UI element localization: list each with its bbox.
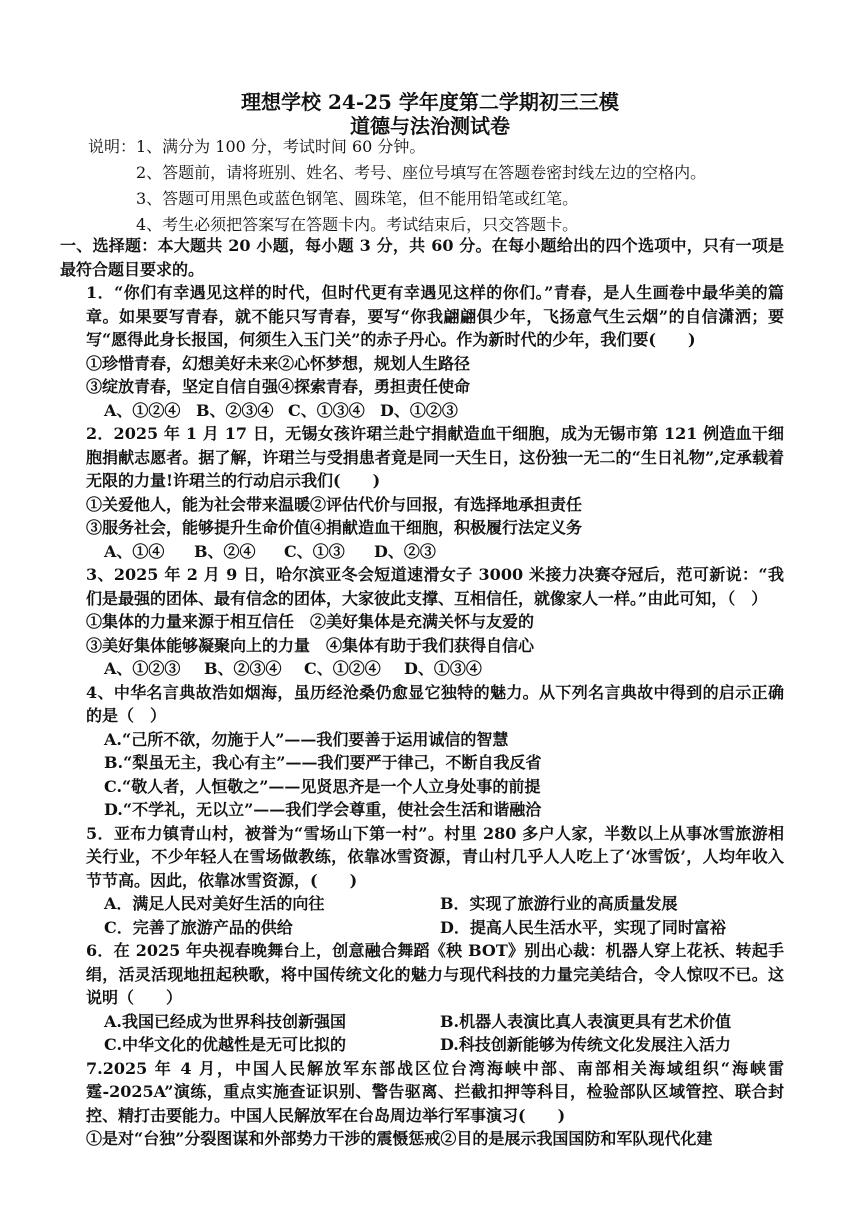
question-stem: 5．亚布力镇青山村，被誉为“雪场山下第一村”。村里 280 多户人家，半数以上从事冰雪旅游相关行业，不少年轻人在雪场做教练，依靠冰雪资源，青山村几乎人人吃上了‘冰雪饭’，人均年收入节节高。因此，依靠冰雪资源，( ) <box>86 823 784 890</box>
option-b[interactable]: B、②④ <box>194 541 256 561</box>
option-c[interactable]: C、①③ <box>284 541 345 561</box>
question-stem: 1．“你们有幸遇见这样的时代，但时代更有幸遇见这样的你们。”青春，是人生画卷中最华美的篇章。如果要写青春，就不能只写青春，要写“你我翩翩俱少年，飞扬意气生云烟”的自信潇洒；要写“愿得此身长报国，何须生入玉门关”的赤子丹心。作为新时代的少年，我们要( ) <box>86 283 784 349</box>
question-stem: 2．2025 年 1 月 17 日，无锡女孩许珺兰赴宁捐献造血干细胞，成为无锡市第 121 例造血干细胞捐献志愿者。据了解，许珺兰与受捐患者竟是同一天生日，这份独一无二的“生日礼物”,定承载着无限的力量!许珺兰的行动启示我们( ) <box>86 424 784 490</box>
question-stem: 6．在 2025 年央视春晚舞台上，创意融合舞蹈《秧 BOT》别出心裁：机器人穿上花袄、转起手绢，活灵活现地扭起秧歌，将中国传统文化的魅力与现代科技的力量完美结合，令人惊叹不已。这说明（ ） <box>86 941 784 1007</box>
option-d[interactable]: D.“不学礼，无以立”——我们学会尊重，使社会生活和谐融洽 <box>104 800 542 819</box>
option-d[interactable]: D、①②③ <box>380 400 458 420</box>
instruction-1: 说明：1、满分为 100 分，考试时间 60 分钟。 <box>88 137 426 156</box>
question-stem: 7.2025 年 4 月，中国人民解放军东部战区位台湾海峡中部、南部相关海域组织“海峡雷霆-2025A”演练，重点实施查证识别、警告驱离、拦截扣押等科目，检验部队区域管控、联合封控、精打击要能力。中国人民解放军在台岛周边举行军事演习( ) <box>86 1058 784 1125</box>
option-grid <box>66 892 784 939</box>
instruction-4: 4、考生必须把答案写在答题卡内。考试结束后，只交答题卡。 <box>136 215 579 234</box>
option-c[interactable]: C、①③④ <box>288 400 365 420</box>
option-row <box>66 399 784 423</box>
statement: ①关爱他人，能为社会带来温暖②评估代价与回报，有选择地承担责任 <box>86 494 583 514</box>
question-stem: 4、中华名言典故浩如烟海，虽历经沧桑仍愈显它独特的魅力。从下列名言典故中得到的启示正确的是（ ） <box>86 682 784 725</box>
option-c[interactable]: C．完善了旅游产品的供给 <box>104 917 293 937</box>
option-d[interactable]: D、①③④ <box>404 659 482 678</box>
statement: ①是对“台独”分裂图谋和外部势力干涉的震慑惩戒②目的是展示我国国防和军队现代化建 <box>86 1129 713 1148</box>
statement: ③绽放青春，坚定自信自强④探索青春，勇担责任使命 <box>86 377 471 396</box>
option-row <box>66 540 784 564</box>
option-grid <box>66 1010 784 1057</box>
statement: ①集体的力量来源于相互信任 ②美好集体是充满关怀与友爱的 <box>86 612 535 631</box>
option-row <box>66 657 784 681</box>
option-a[interactable]: A.“己所不欲，勿施于人”——我们要善于运用诚信的智慧 <box>104 729 509 749</box>
question-stem: 3、2025 年 2 月 9 日，哈尔滨亚冬会短道速滑女子 3000 米接力决赛夺冠后，范可新说：“我们是最强的团体、最有信念的团体，大家彼此支撑、互相信任，就像家人一样。”由此可知，（ ） <box>86 565 784 608</box>
option-b[interactable]: B、②③④ <box>196 400 274 420</box>
option-b[interactable]: B.“梨虽无主，我心有主”——我们要严于律己，不断自我反省 <box>104 753 542 772</box>
option-a[interactable]: A.我国已经成为世界科技创新强国 <box>104 1011 346 1031</box>
section-heading: 一、选择题：本大题共 20 小题，每小题 3 分，共 60 分。在每小题给出的四个选项中，只有一项是最符合题目要求的。 <box>60 236 784 279</box>
option-d[interactable]: D.科技创新能够为传统文化发展注入活力 <box>440 1035 731 1054</box>
exam-title: 理想学校 24-25 学年度第二学期初三三模 <box>241 90 619 114</box>
instruction-3: 3、答题可用黑色或蓝色钢笔、圆珠笔，但不能用铅笔或红笔。 <box>136 189 579 208</box>
statement: ①珍惜青春，幻想美好未来②心怀梦想，规划人生路径 <box>86 353 471 373</box>
option-b[interactable]: B.机器人表演比真人表演更具有艺术价值 <box>440 1011 732 1031</box>
statement: ③服务社会，能够提升生命价值④捐献造血干细胞，积极履行法定义务 <box>86 518 583 537</box>
option-a[interactable]: A、①④ <box>104 541 165 561</box>
exam-subtitle: 道德与法治测试卷 <box>350 114 510 138</box>
option-c[interactable]: C.“敬人者，人恒敬之”——见贤思齐是一个人立身处事的前提 <box>104 776 541 796</box>
option-b[interactable]: B．实现了旅游行业的高质量发展 <box>440 894 678 913</box>
option-c[interactable]: C、①②④ <box>304 659 381 678</box>
instruction-2: 2、答题前，请将班别、姓名、考号、座位号填写在答题卷密封线左边的空格内。 <box>136 163 707 182</box>
statement: ③美好集体能够凝聚向上的力量 ④集体有助于我们获得自信心 <box>86 635 535 655</box>
option-a[interactable]: A、①②④ <box>104 400 181 420</box>
option-a[interactable]: A．满足人民对美好生活的向往 <box>104 894 325 913</box>
option-c[interactable]: C.中华文化的优越性是无可比拟的 <box>104 1035 347 1054</box>
option-a[interactable]: A、①②③ <box>104 659 181 678</box>
option-d[interactable]: D、②③ <box>374 541 436 561</box>
option-d[interactable]: D．提高人民生活水平，实现了同时富裕 <box>440 917 726 937</box>
questions-area <box>60 234 784 1151</box>
option-b[interactable]: B、②③④ <box>204 659 282 678</box>
